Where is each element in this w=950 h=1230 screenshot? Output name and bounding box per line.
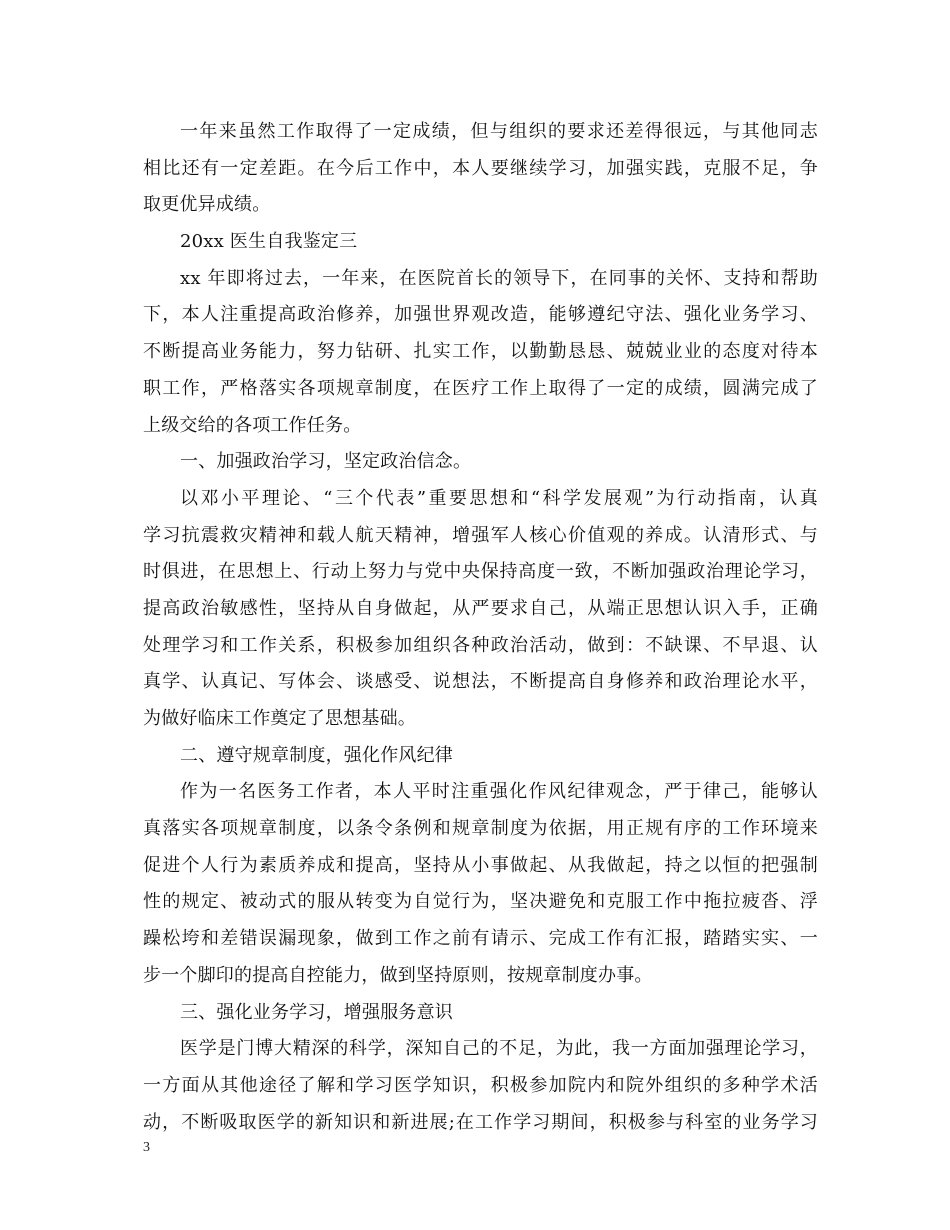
text-line: 性的规定、被动式的服从转变为自觉行为，坚决避免和克服工作中拖拉疲沓、浮: [143, 891, 818, 913]
section-heading: 三、强化业务学习，增强服务意识: [180, 1001, 453, 1023]
text-line: 不断提高业务能力，努力钻研、扎实工作，以勤勤恳恳、兢兢业业的态度对待本: [143, 341, 818, 363]
document-body: [143, 114, 818, 1141]
text-line: 作为一名医务工作者，本人平时注重强化作风纪律观念，严于律己，能够认: [180, 781, 818, 803]
text-line: 医学是门博大精深的科学，深知自己的不足，为此，我一方面加强理论学习，: [180, 1038, 818, 1060]
text-line: 处理学习和工作关系，积极参加组织各种政治活动，做到：不缺课、不早退、认: [143, 634, 818, 656]
text-line: 下，本人注重提高政治修养，加强世界观改造，能够遵纪守法、强化业务学习、: [143, 304, 818, 326]
section-heading: 二、遵守规章制度，强化作风纪律: [180, 744, 453, 766]
text-line: 真落实各项规章制度，以条令条例和规章制度为依据，用正规有序的工作环境来: [143, 818, 818, 840]
text-line: 上级交给的各项工作任务。: [143, 414, 362, 436]
page-number: 3: [143, 1140, 150, 1155]
text-line: 躁松垮和差错误漏现象，做到工作之前有请示、完成工作有汇报，踏踏实实、一: [143, 928, 818, 950]
text-line: 一方面从其他途径了解和学习医学知识，积极参加院内和院外组织的多种学术活: [143, 1074, 818, 1096]
text-line: 一年来虽然工作取得了一定成绩，但与组织的要求还差得很远，与其他同志: [180, 121, 818, 142]
text-line: 相比还有一定差距。在今后工作中，本人要继续学习，加强实践，克服不足，争: [143, 157, 818, 179]
section-heading: 一、加强政治学习，坚定政治信念。: [180, 451, 472, 473]
text-line: 以邓小平理论、“三个代表”重要思想和“科学发展观”为行动指南，认真: [180, 487, 818, 509]
text-line: 为做好临床工作奠定了思想基础。: [143, 708, 416, 729]
text-line: 真学、认真记、写体会、谈感受、说想法，不断提高自身修养和政治理论水平，: [143, 671, 818, 693]
text-line: 时俱进，在思想上、行动上努力与党中央保持高度一致，不断加强政治理论学习，: [143, 561, 818, 583]
text-line: 学习抗震救灾精神和载人航天精神，增强军人核心价值观的养成。认清形式、与: [143, 524, 818, 546]
text-line: xx 年即将过去，一年来，在医院首长的领导下，在同事的关怀、支持和帮助: [180, 267, 818, 289]
section-heading: 20xx 医生自我鉴定三: [180, 231, 358, 253]
text-line: 促进个人行为素质养成和提高，坚持从小事做起、从我做起，持之以恒的把强制: [143, 854, 818, 876]
text-line: 步一个脚印的提高自控能力，做到坚持原则，按规章制度办事。: [143, 964, 653, 986]
text-line: 取更优异成绩。: [143, 194, 271, 216]
text-line: 提高政治敏感性，坚持从自身做起，从严要求自己，从端正思想认识入手，正确: [143, 597, 818, 619]
text-line: 职工作，严格落实各项规章制度，在医疗工作上取得了一定的成绩，圆满完成了: [143, 377, 818, 399]
text-line: 动，不断吸取医学的新知识和新进展;在工作学习期间，积极参与科室的业务学习: [143, 1111, 818, 1133]
